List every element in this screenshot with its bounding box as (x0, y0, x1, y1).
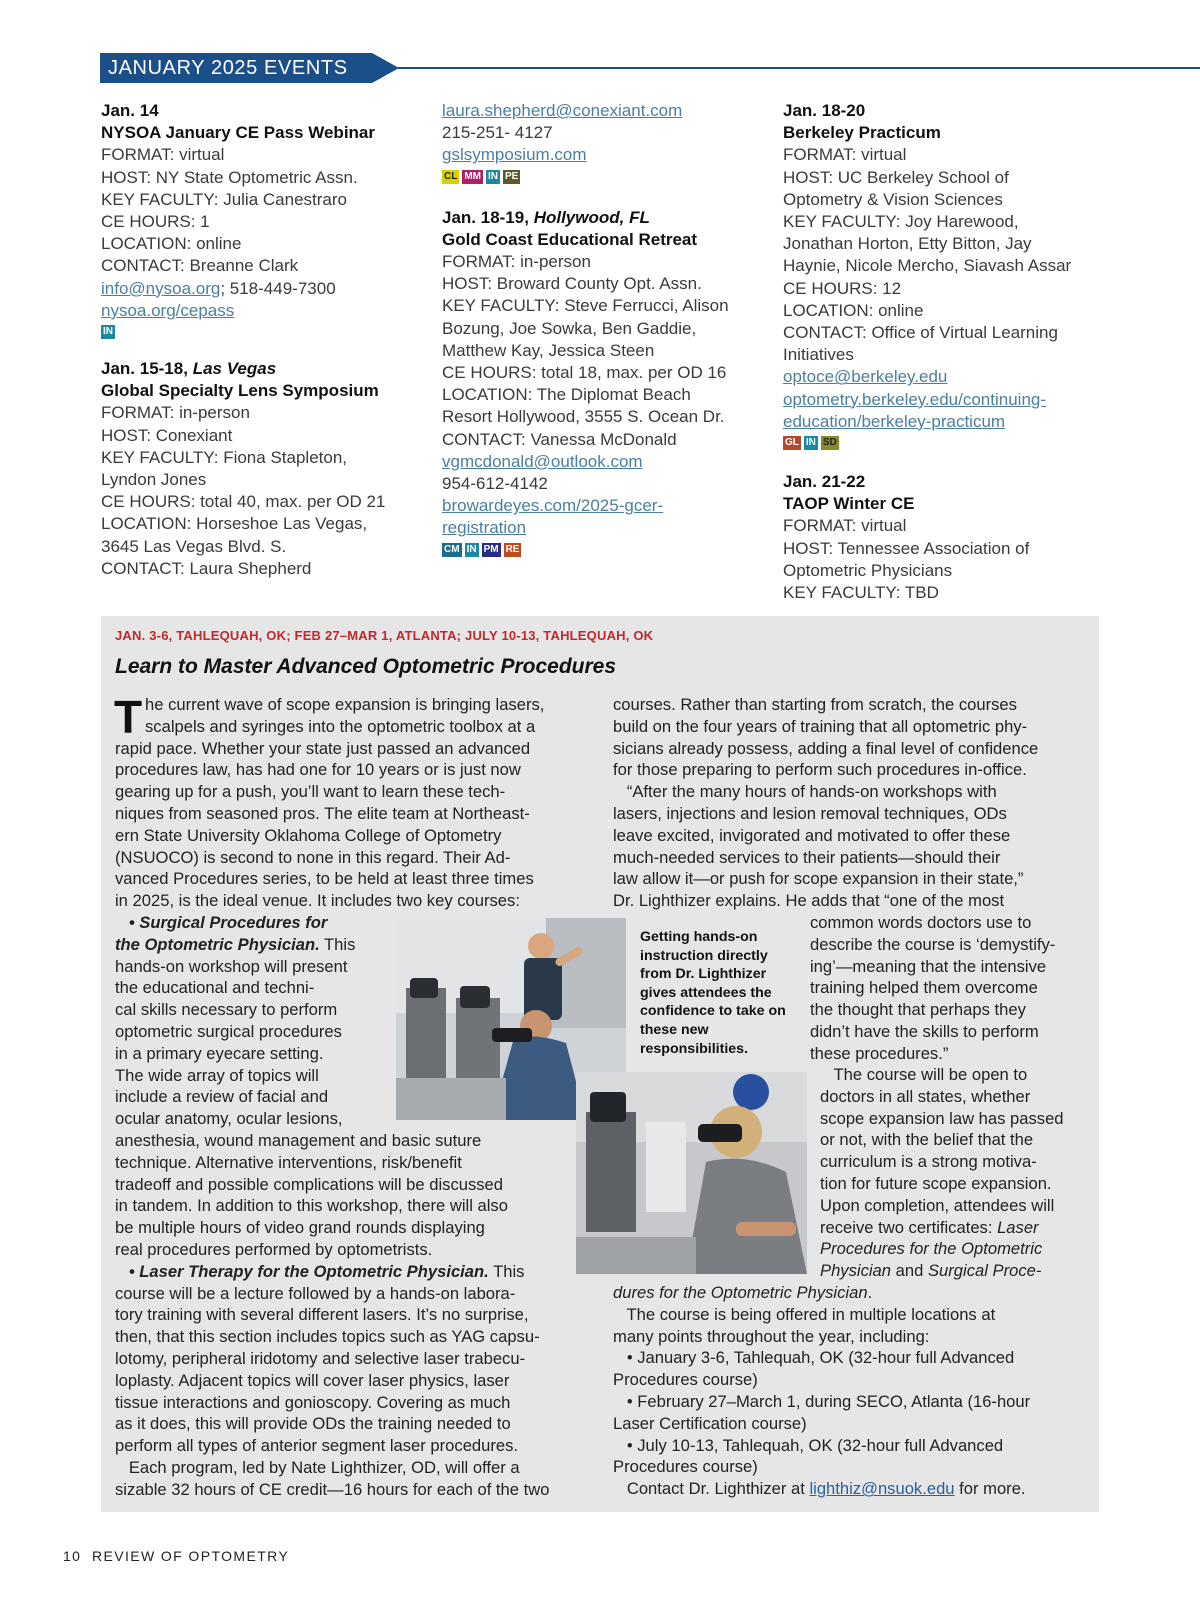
drop-cap: T (114, 691, 143, 743)
format-tag-pe: PE (505, 170, 519, 182)
event-detail: HOST: Conexiant (101, 425, 233, 445)
event-listing (442, 100, 762, 185)
page-footer (63, 1548, 289, 1564)
event-name (101, 380, 421, 402)
event-listing (101, 358, 421, 580)
event-date-line (783, 471, 1103, 493)
text-line: he current wave of scope expansion is bringing lasers, (145, 695, 545, 714)
event-name-text: Global Specialty Lens Symposium (101, 381, 379, 401)
event-detail: FORMAT: in-person (442, 252, 591, 272)
text-line: technique. Alternative interventions, risk/benefit (115, 1152, 462, 1172)
event-detail: LOCATION: online (101, 234, 242, 254)
event-detail: Matthew Kay, Jessica Steen (442, 340, 655, 360)
event-name (442, 229, 762, 251)
event-detail: HOST: NY State Optometric Assn. (101, 167, 358, 187)
text-line: scope expansion law has passed (820, 1108, 1064, 1128)
text-line: these procedures.” (810, 1043, 949, 1063)
text-line: optometric surgical procedures (115, 1021, 342, 1041)
format-tags (442, 543, 762, 558)
event-name-text: Berkeley Practicum (783, 123, 941, 143)
text-line: leave excited, invigorated and motivated to offer these (613, 825, 1011, 845)
event-detail: KEY FACULTY: TBD (783, 583, 939, 603)
format-tag-sd: SD (822, 437, 837, 449)
feature-kicker: JAN. 3-6, TAHLEQUAH, OK; FEB 27–MAR 1, ATLANTA; JULY 10-13, TAHLEQUAH, OK (115, 628, 654, 643)
event-detail: HOST: UC Berkeley School of (783, 167, 1009, 187)
text-line: ocular anatomy, ocular lesions, (115, 1109, 343, 1129)
event-name (783, 122, 1103, 144)
text-line: didn’t have the skills to perform (810, 1021, 1039, 1041)
event-date: Jan. 15-18, (101, 359, 188, 379)
text-line: vanced Procedures series, to be held at least three times (115, 869, 534, 889)
text-line: be multiple hours of video grand rounds displaying (115, 1218, 485, 1238)
event-detail: Bozung, Joe Sowka, Ben Gaddie, (442, 318, 697, 338)
text-line: course will be a lecture followed by a hands-on labora- (115, 1283, 516, 1303)
certificate-name: dures for the Optometric Physician (613, 1283, 868, 1302)
event-name-text: NYSOA January CE Pass Webinar (101, 123, 375, 143)
text-line: curriculum is a strong motiva- (820, 1152, 1037, 1172)
event-detail: CE HOURS: total 40, max. per OD 21 (101, 492, 386, 512)
format-tags (783, 436, 1103, 451)
event-detail: 3645 Las Vegas Blvd. S. (101, 536, 287, 556)
text-line: for more. (954, 1479, 1026, 1499)
event-detail: Initiatives (783, 345, 854, 365)
text-line: tory training with several different lasers. It’s no surprise, (115, 1305, 529, 1325)
event-link[interactable]: optometry.berkeley.edu/continuing- (783, 389, 1047, 409)
event-detail: KEY FACULTY: Steve Ferrucci, Alison (442, 296, 729, 316)
text-line: gearing up for a push, you’ll want to learn these tech- (115, 782, 506, 802)
events-column-2 (442, 100, 762, 576)
event-detail: Resort Hollywood, 3555 S. Ocean Dr. (442, 407, 725, 427)
text-line: perform all types of anterior segment laser procedures. (115, 1436, 519, 1456)
section-header-rule (398, 67, 1200, 69)
text-line: cal skills necessary to perform (115, 1000, 338, 1020)
event-detail: 954-612-4142 (442, 474, 548, 494)
event-link[interactable]: gslsymposium.com (442, 145, 587, 165)
format-tag-in: IN (488, 170, 499, 182)
event-detail: Lyndon Jones (101, 470, 207, 490)
event-contact-line (101, 278, 421, 300)
event-detail: CONTACT: Office of Virtual Learning (783, 323, 1058, 343)
text-line: many points throughout the year, including: (613, 1326, 930, 1346)
event-detail: CONTACT: Vanessa McDonald (442, 429, 677, 449)
event-link[interactable]: vgmcdonald@outlook.com (442, 451, 643, 471)
event-place: Hollywood, FL (533, 207, 650, 227)
text-line: rapid pace. Whether your state just passed an advanced (115, 738, 531, 758)
text-line: (NSUOCO) is second to none in this regard. Their Ad- (115, 847, 511, 867)
bullet-head: the Optometric Physician. (115, 934, 320, 954)
text-line: This (488, 1261, 525, 1281)
text-line: scalpels and syringes into the optometric toolbox at a (145, 716, 536, 736)
bullet-head: • Laser Therapy for the Optometric Physician. (128, 1261, 489, 1281)
text-line: The course will be open to (820, 1065, 1028, 1084)
text-line: include a review of facial and (115, 1087, 329, 1107)
text-line: Contact Dr. Lighthizer at (613, 1479, 810, 1499)
event-phone: ; 518-449-7300 (220, 278, 336, 298)
text-line: in tandem. In addition to this workshop, there will also (115, 1196, 508, 1216)
text-line: • July 10-13, Tahlequah, OK (32-hour full Advanced (613, 1435, 1004, 1455)
section-header: JANUARY 2025 EVENTS (100, 53, 372, 83)
event-detail: FORMAT: virtual (783, 145, 907, 165)
events-column-3 (783, 100, 1103, 622)
text-line: Procedures course) (613, 1370, 758, 1390)
text-line: as it does, this will provide ODs the training needed to (115, 1414, 511, 1434)
event-detail: CE HOURS: total 18, max. per OD 16 (442, 363, 727, 383)
event-detail: LOCATION: The Diplomat Beach (442, 385, 691, 405)
text-line: law allow it—or push for scope expansion in their state,” (613, 869, 1024, 889)
certificate-name: Physician (820, 1261, 892, 1281)
text-line: hands-on workshop will present (115, 956, 348, 976)
text-line: . (867, 1283, 873, 1302)
text-line: training helped them overcome (810, 978, 1038, 998)
right-column-text-2 (613, 1282, 1030, 1500)
text-line: sicians already possess, adding a final level of confidence (613, 738, 1039, 758)
text-line: niques from seasoned pros. The elite team at Northeast- (115, 803, 530, 823)
text-line: much-needed services to their patients—should their (613, 847, 1001, 867)
event-detail: HOST: Tennessee Association of (783, 538, 1030, 558)
text-line: the educational and techni- (115, 978, 315, 998)
intro-paragraph-top (145, 694, 544, 738)
intro-paragraph (115, 738, 534, 912)
bullet-surgical (115, 912, 355, 1130)
event-date: Jan. 18-19, (442, 207, 529, 227)
right-column-text (613, 694, 1038, 912)
event-detail: KEY FACULTY: Joy Harewood, (783, 212, 1019, 232)
bullet-surgical-continued (115, 1130, 549, 1501)
event-listing (101, 100, 421, 340)
text-line: • January 3-6, Tahlequah, OK (32-hour full Advanced (613, 1348, 1015, 1368)
event-listing (783, 100, 1103, 451)
text-line: tradeoff and possible complications will be discussed (115, 1174, 504, 1194)
text-line: receive two certificates: (820, 1217, 998, 1237)
format-tag-re: RE (505, 543, 520, 555)
text-line: ern State University Oklahoma College of Optometry (115, 825, 502, 845)
text-line: in a primary eyecare setting. (115, 1043, 324, 1063)
event-date-line (101, 100, 421, 122)
text-line: for those preparing to perform such procedures in-office. (613, 760, 1027, 780)
text-line: tissue interactions and gonioscopy. Covering as much (115, 1392, 511, 1412)
text-line: describe the course is ‘demystify- (810, 934, 1056, 954)
event-email-link[interactable]: info@nysoa.org (101, 278, 221, 298)
event-link[interactable]: registration (442, 518, 527, 538)
event-link[interactable]: laura.shepherd@conexiant.com (442, 101, 683, 120)
text-line: lotomy, peripheral iridotomy and selective laser trabecu- (115, 1348, 526, 1368)
text-line: sizable 32 hours of CE credit—16 hours for each of the two (115, 1479, 550, 1499)
publication-name: REVIEW OF OPTOMETRY (91, 1548, 290, 1564)
event-date: Jan. 18-20 (783, 101, 866, 120)
text-line: The course is being offered in multiple locations at (613, 1304, 996, 1324)
event-detail: FORMAT: in-person (101, 403, 250, 423)
event-detail: LOCATION: Horseshoe Las Vegas, (101, 514, 368, 534)
event-name (783, 493, 1103, 515)
text-line: Dr. Lighthizer explains. He adds that “one of the most (613, 891, 1005, 911)
page-number: 10 (63, 1548, 82, 1564)
format-tag-cm: CM (444, 543, 460, 555)
event-place: Las Vegas (192, 359, 277, 379)
text-line: Each program, led by Nate Lighthizer, OD, will offer a (115, 1457, 520, 1477)
event-date: Jan. 14 (101, 101, 159, 120)
format-tag-cl: CL (444, 170, 458, 182)
contact-email-link[interactable]: lighthiz@nsuok.edu (809, 1479, 955, 1499)
format-tag-mm: MM (464, 170, 482, 182)
text-line: Laser Certification course) (613, 1413, 807, 1433)
event-link[interactable]: nysoa.org/cepass (101, 300, 235, 320)
event-detail: FORMAT: virtual (783, 516, 907, 536)
event-detail: Optometry & Vision Sciences (783, 189, 1003, 209)
text-line: anesthesia, wound management and basic suture (115, 1131, 482, 1150)
format-tag-gl: GL (785, 437, 799, 449)
event-date-line (783, 100, 1103, 122)
event-link[interactable]: browardeyes.com/2025-gcer- (442, 496, 664, 516)
event-listing (442, 207, 762, 558)
text-line: lasers, injections and lesion removal techniques, ODs (613, 803, 1007, 823)
text-line: or not, with the belief that the (820, 1130, 1034, 1150)
event-detail: Jonathan Horton, Etty Bitton, Jay (783, 234, 1032, 254)
event-detail: Haynie, Nicole Mercho, Siavash Assar (783, 256, 1072, 276)
event-detail: KEY FACULTY: Fiona Stapleton, (101, 447, 348, 467)
text-line: in 2025, is the ideal venue. It includes two key courses: (115, 891, 520, 911)
text-line: Upon completion, attendees will (820, 1195, 1055, 1215)
text-line: “After the many hours of hands-on workshops with (613, 782, 997, 802)
text-line: common words doctors use to (810, 913, 1032, 932)
format-tags (442, 170, 762, 185)
event-listing (783, 471, 1103, 604)
text-line: and (891, 1261, 928, 1281)
event-link[interactable]: education/berkeley-practicum (783, 411, 1006, 431)
text-line: real procedures performed by optometrists. (115, 1239, 433, 1259)
text-line: The wide array of topics will (115, 1065, 319, 1085)
format-tag-in: IN (805, 437, 816, 449)
event-detail: CONTACT: Breanne Clark (101, 256, 299, 276)
events-column-1 (101, 100, 421, 598)
text-line: This (319, 934, 356, 954)
event-detail: HOST: Broward County Opt. Assn. (442, 274, 702, 294)
event-date-line (442, 207, 762, 229)
format-tag-in: IN (466, 543, 477, 555)
certificate-name: Laser (997, 1217, 1039, 1237)
feature-title: Learn to Master Advanced Optometric Procedures (115, 655, 617, 678)
section-header-arrow (372, 53, 399, 83)
text-line: ing’—meaning that the intensive (810, 956, 1047, 976)
text-line: tion for future scope expansion. (820, 1173, 1052, 1193)
event-link[interactable]: optoce@berkeley.edu (783, 367, 948, 387)
event-detail: Optometric Physicians (783, 560, 953, 580)
text-line: doctors in all states, whether (820, 1086, 1031, 1106)
text-line: then, that this section includes topics such as YAG capsu- (115, 1327, 540, 1347)
text-line: the thought that perhaps they (810, 1000, 1026, 1020)
certificate-name: Procedures for the Optometric (820, 1239, 1043, 1259)
event-name (101, 122, 421, 144)
event-detail: CE HOURS: 12 (783, 278, 902, 298)
text-line: courses. Rather than starting from scratch, the courses (613, 695, 1017, 714)
event-detail: 215-251- 4127 (442, 123, 553, 143)
format-tag-pm: PM (483, 543, 499, 555)
photo-caption: Getting hands-on instruction directly from Dr. Lighthizer gives attendees the confidence to take on these new responsibilities. (640, 929, 786, 1057)
event-detail: KEY FACULTY: Julia Canestraro (101, 189, 347, 209)
event-detail: LOCATION: online (783, 300, 924, 320)
event-detail: CE HOURS: 1 (101, 212, 210, 232)
event-detail: FORMAT: virtual (101, 145, 225, 165)
right-narrow-text-2 (820, 1064, 1064, 1282)
event-name-text: Gold Coast Educational Retreat (442, 229, 698, 249)
bullet-head: • Surgical Procedures for (128, 913, 328, 932)
certificate-name: Surgical Proce- (927, 1261, 1042, 1281)
text-line: loplasty. Adjacent topics will cover laser physics, laser (115, 1370, 510, 1390)
event-detail: CONTACT: Laura Shepherd (101, 558, 312, 578)
text-line: procedures law, has had one for 10 years or is just now (115, 760, 521, 780)
format-tag-in: IN (103, 326, 113, 338)
event-date-line (101, 358, 421, 380)
event-name-text: TAOP Winter CE (783, 494, 915, 514)
text-line: Procedures course) (613, 1457, 758, 1477)
text-line: build on the four years of training that all optometric phy- (613, 716, 1028, 736)
event-date: Jan. 21-22 (783, 472, 866, 492)
right-narrow-text (810, 912, 1055, 1065)
text-line: • February 27–March 1, during SECO, Atlanta (16-hour (613, 1391, 1031, 1411)
workshop-photo-attendee (576, 1072, 807, 1274)
format-tags (101, 325, 421, 340)
